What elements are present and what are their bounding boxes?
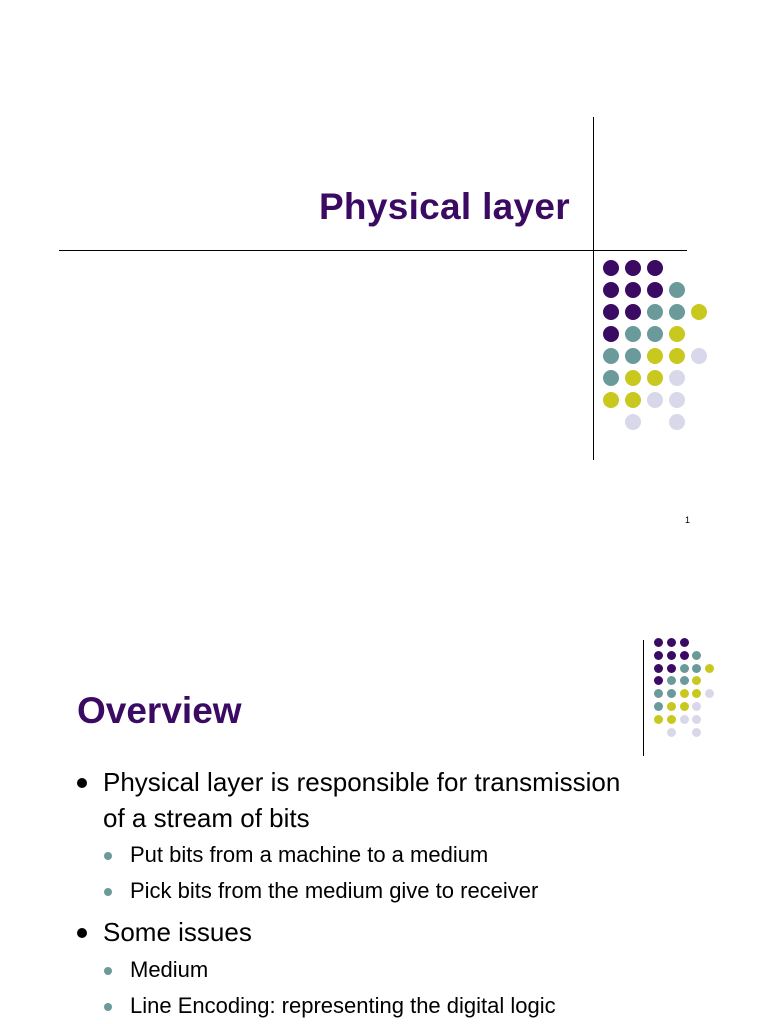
decorative-dot [603, 348, 619, 364]
decorative-dot [667, 715, 676, 724]
decorative-dot [654, 664, 663, 673]
decorative-dot [669, 348, 685, 364]
decorative-dot [667, 638, 676, 647]
decorative-dot [625, 326, 641, 342]
decorative-dot [669, 370, 685, 386]
decorative-dot [680, 638, 689, 647]
bullet-level1 [77, 764, 620, 800]
decorative-dot [692, 728, 701, 737]
decorative-dot [667, 651, 676, 660]
decorative-dot [680, 651, 689, 660]
decorative-dot [625, 414, 641, 430]
decorative-dot [667, 664, 676, 673]
bullet-text: Put bits from a machine to a medium [130, 842, 489, 867]
bullet-dot-icon [77, 928, 87, 938]
decorative-dot [705, 664, 714, 673]
bullet-level2 [104, 837, 488, 873]
bullet-continuation [77, 800, 310, 836]
decorative-dot [625, 392, 641, 408]
decorative-dot [603, 282, 619, 298]
decorative-dot [625, 282, 641, 298]
decorative-dot [692, 664, 701, 673]
decorative-dot [692, 689, 701, 698]
decorative-dot-grid [654, 638, 720, 742]
bullet-dot-icon [104, 1003, 112, 1011]
decorative-dot [692, 676, 701, 685]
bullet-text: of a stream of bits [103, 803, 310, 833]
bullet-text: Some issues [103, 917, 252, 947]
decorative-dot [603, 370, 619, 386]
bullet-level1 [77, 914, 252, 950]
bullet-level2 [104, 952, 208, 988]
decorative-dot [625, 304, 641, 320]
bullet-dot-icon [77, 778, 87, 788]
bullet-text: Pick bits from the medium give to receiver [130, 878, 539, 903]
decorative-dot [625, 348, 641, 364]
decorative-dot [654, 715, 663, 724]
decorative-dot [669, 326, 685, 342]
bullet-dot-icon [104, 967, 112, 975]
decorative-dot [654, 702, 663, 711]
decorative-dot [647, 370, 663, 386]
decorative-dot [647, 304, 663, 320]
decorative-dot [647, 348, 663, 364]
decorative-dot [692, 651, 701, 660]
page-number: 1 [685, 515, 691, 525]
decorative-dot-grid [603, 260, 715, 434]
decorative-dot [603, 326, 619, 342]
decorative-dot [705, 689, 714, 698]
decorative-dot [654, 689, 663, 698]
decorative-dot [680, 664, 689, 673]
bullet-level2 [104, 873, 538, 909]
decorative-dot [625, 370, 641, 386]
bullet-level2 [104, 988, 556, 1024]
decorative-dot [654, 638, 663, 647]
decorative-dot [654, 676, 663, 685]
bullet-dot-icon [104, 852, 112, 860]
horizontal-divider [59, 250, 687, 251]
slide-title-heading: Physical layer [318, 186, 570, 227]
decorative-dot [669, 392, 685, 408]
decorative-dot [680, 702, 689, 711]
decorative-dot [669, 414, 685, 430]
decorative-dot [669, 282, 685, 298]
decorative-dot [647, 392, 663, 408]
decorative-dot [669, 304, 685, 320]
decorative-dot [603, 304, 619, 320]
slide-heading: Overview [77, 690, 242, 731]
bullet-text: Line Encoding: representing the digital logic [130, 993, 556, 1018]
decorative-dot [647, 260, 663, 276]
decorative-dot [647, 282, 663, 298]
decorative-dot [647, 326, 663, 342]
decorative-dot [667, 702, 676, 711]
bullet-dot-icon [104, 888, 112, 896]
decorative-dot [667, 676, 676, 685]
slide-overview [0, 560, 768, 1024]
decorative-dot [680, 689, 689, 698]
bullet-text: Physical layer is responsible for transmission [103, 767, 621, 797]
decorative-dot [603, 392, 619, 408]
decorative-dot [691, 304, 707, 320]
vertical-divider [643, 640, 644, 756]
bullet-text: Medium [130, 957, 209, 982]
decorative-dot [680, 715, 689, 724]
decorative-dot [692, 702, 701, 711]
vertical-divider [593, 117, 594, 460]
decorative-dot [692, 715, 701, 724]
decorative-dot [625, 260, 641, 276]
decorative-dot [667, 689, 676, 698]
decorative-dot [667, 728, 676, 737]
decorative-dot [680, 676, 689, 685]
decorative-dot [603, 260, 619, 276]
decorative-dot [691, 348, 707, 364]
decorative-dot [654, 651, 663, 660]
